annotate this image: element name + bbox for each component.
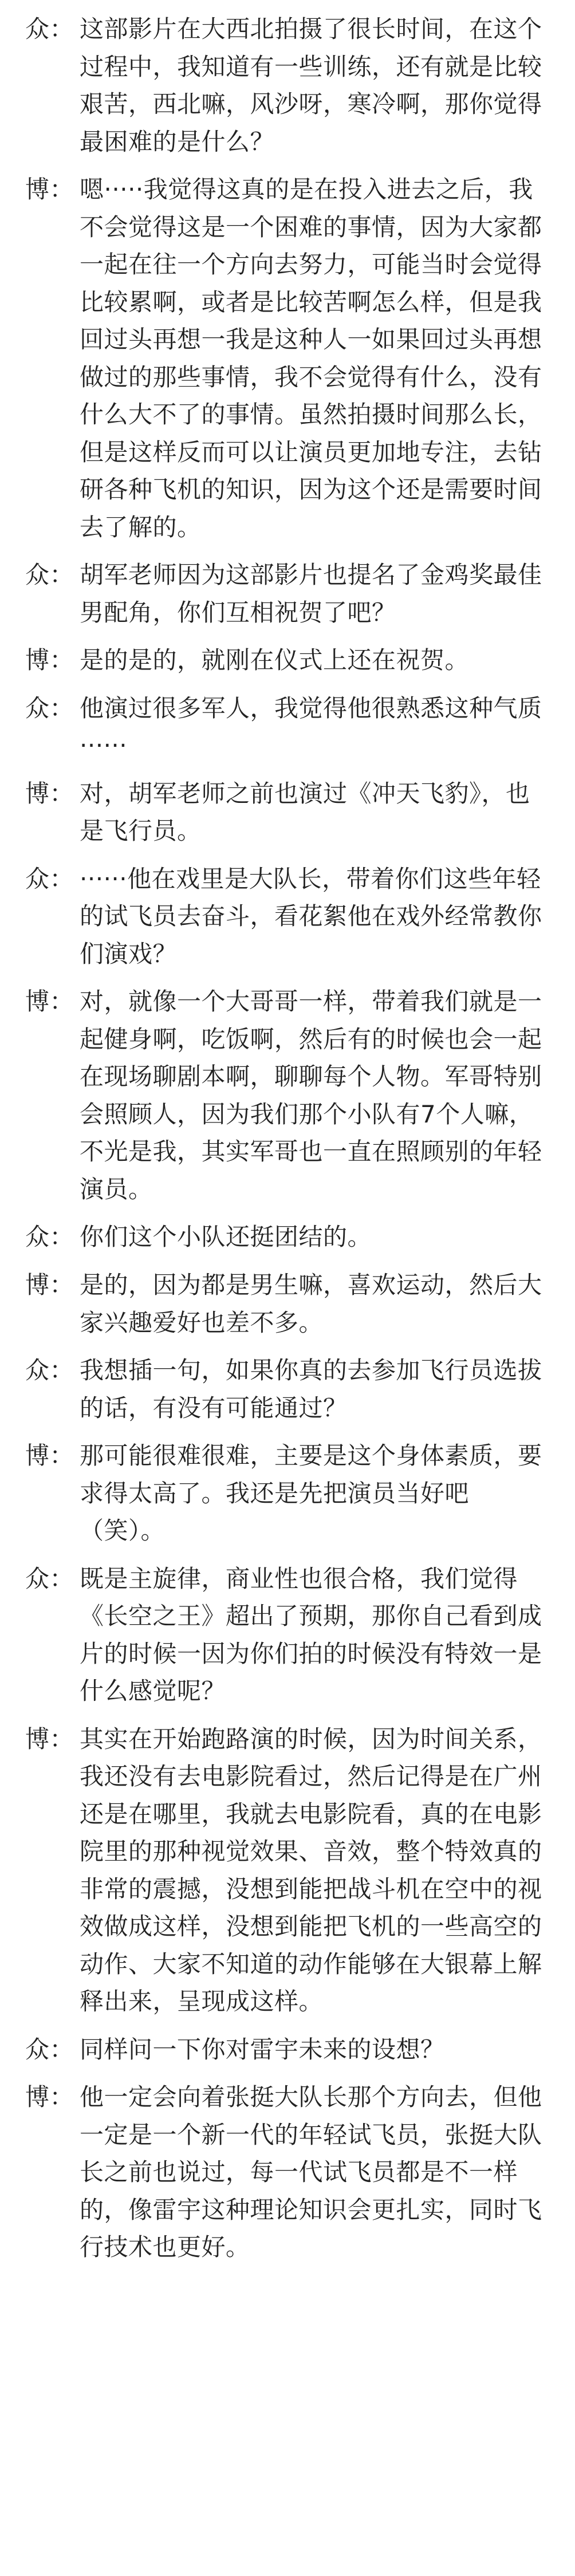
dialogue-text: 是的，因为都是男生嘛，喜欢运动，然后大家兴趣爱好也差不多。 [80, 1270, 542, 1337]
dialogue-paragraph [25, 1266, 550, 1341]
dialogue-text: 对，就像一个大哥哥一样，带着我们就是一起健身啊，吃饭啊，然后有的时候也会一起在现场聊剧本啊，聊聊每个人物。军哥特别会照顾人，因为我们那个小队有7个人嘛，不光是我，其实军哥也一直在照顾别的年轻演员。 [80, 987, 542, 1203]
speaker-label: 众： [25, 15, 74, 43]
dialogue-text: 胡军老师因为这部影片也提名了金鸡奖最佳男配角，你们互相祝贺了吧？ [80, 561, 542, 627]
dialogue-text: 你们这个小队还挺团结的。 [80, 1223, 372, 1251]
speaker-label: 博： [25, 175, 74, 204]
dialogue-text: 既是主旋律，商业性也很合格，我们觉得《长空之王》超出了预期，那你自己看到成片的时候一因为你们拍的时候没有特效一是什么感觉呢？ [80, 1564, 542, 1705]
dialogue-paragraph [25, 1218, 550, 1256]
dialogue-text: ······他在戏里是大队长，带着你们这些年轻的试飞员去奋斗，看花絮他在戏外经常教你们演戏？ [80, 864, 542, 968]
dialogue-paragraph [25, 10, 550, 160]
dialogue-paragraph [25, 1352, 550, 1427]
dialogue-paragraph [25, 2078, 550, 2266]
speaker-label: 众： [25, 694, 74, 722]
speaker-label: 博： [25, 2083, 74, 2112]
dialogue-text: 这部影片在大西北拍摄了很长时间，在这个过程中，我知道有一些训练，还有就是比较艰苦，西北嘛，风沙呀，寒冷啊，那你觉得最困难的是什么？ [80, 15, 542, 156]
dialogue-text: 对，胡军老师之前也演过《冲天飞豹》，也是飞行员。 [80, 779, 530, 845]
dialogue-text: 其实在开始跑路演的时候，因为时间关系，我还没有去电影院看过，然后记得是在广州还是在哪里，我就去电影院看，真的在电影院里的那种视觉效果、音效，整个特效真的非常的震撼，没想到能把战斗机在空中的视效做成这样，没想到能把飞机的一些高空的动作、大家不知道的动作能够在大银幕上解释出来，呈现成这样。 [80, 1724, 542, 2016]
dialogue-paragraph [25, 690, 550, 765]
dialogue-text: 他演过很多军人，我觉得他很熟悉这种气质······ [80, 694, 542, 760]
speaker-label: 博： [25, 1724, 74, 1753]
speaker-label: 博： [25, 1441, 74, 1470]
dialogue-text: 我想插一句，如果你真的去参加飞行员选拔的话，有没有可能通过？ [80, 1356, 542, 1422]
speaker-label: 博： [25, 1270, 74, 1299]
dialogue-paragraph [25, 1437, 550, 1550]
speaker-label: 博： [25, 779, 74, 808]
dialogue-paragraph [25, 1720, 550, 2020]
dialogue-paragraph [25, 171, 550, 546]
speaker-label: 众： [25, 2035, 74, 2063]
dialogue-paragraph [25, 983, 550, 1208]
dialogue-paragraph [25, 1560, 550, 1710]
dialogue-text: 他一定会向着张挺大队长那个方向去，但他一定是一个新一代的年轻试飞员，张挺大队长之前也说过，每一代试飞员都是不一样的，像雷宇这种理论知识会更扎实，同时飞行技术也更好。 [80, 2083, 542, 2262]
speaker-label: 众： [25, 561, 74, 589]
speaker-label: 众： [25, 1223, 74, 1251]
dialogue-text: 是的是的，就刚在仪式上还在祝贺。 [80, 646, 470, 675]
dialogue-paragraph [25, 2031, 550, 2069]
dialogue-text: 嗯·····我觉得这真的是在投入进去之后，我不会觉得这是一个困难的事情，因为大家都一起在往一个方向去努力，可能当时会觉得比较累啊，或者是比较苦啊怎么样，但是我回过头再想一我是这种人一如果回过头再想做过的那些事情，我不会觉得有什么，没有什么大不了的事情。虽然拍摄时间那么长，但是这样反而可以让演员更加地专注，去钻研各种飞机的知识，因为这个还是需要时间去了解的。 [80, 175, 542, 541]
dialogue-paragraph [25, 556, 550, 631]
dialogue-paragraph [25, 860, 550, 973]
speaker-label: 众： [25, 1564, 74, 1593]
speaker-label: 众： [25, 1356, 74, 1385]
speaker-label: 博： [25, 646, 74, 675]
speaker-label: 众： [25, 864, 74, 893]
dialogue-text: 那可能很难很难，主要是这个身体素质，要求得太高了。我还是先把演员当好吧（笑）。 [80, 1441, 542, 1545]
dialogue-paragraph [25, 775, 550, 850]
speaker-label: 博： [25, 987, 74, 1016]
dialogue-text: 同样问一下你对雷宇未来的设想？ [80, 2035, 445, 2063]
dialogue-paragraph [25, 641, 550, 679]
